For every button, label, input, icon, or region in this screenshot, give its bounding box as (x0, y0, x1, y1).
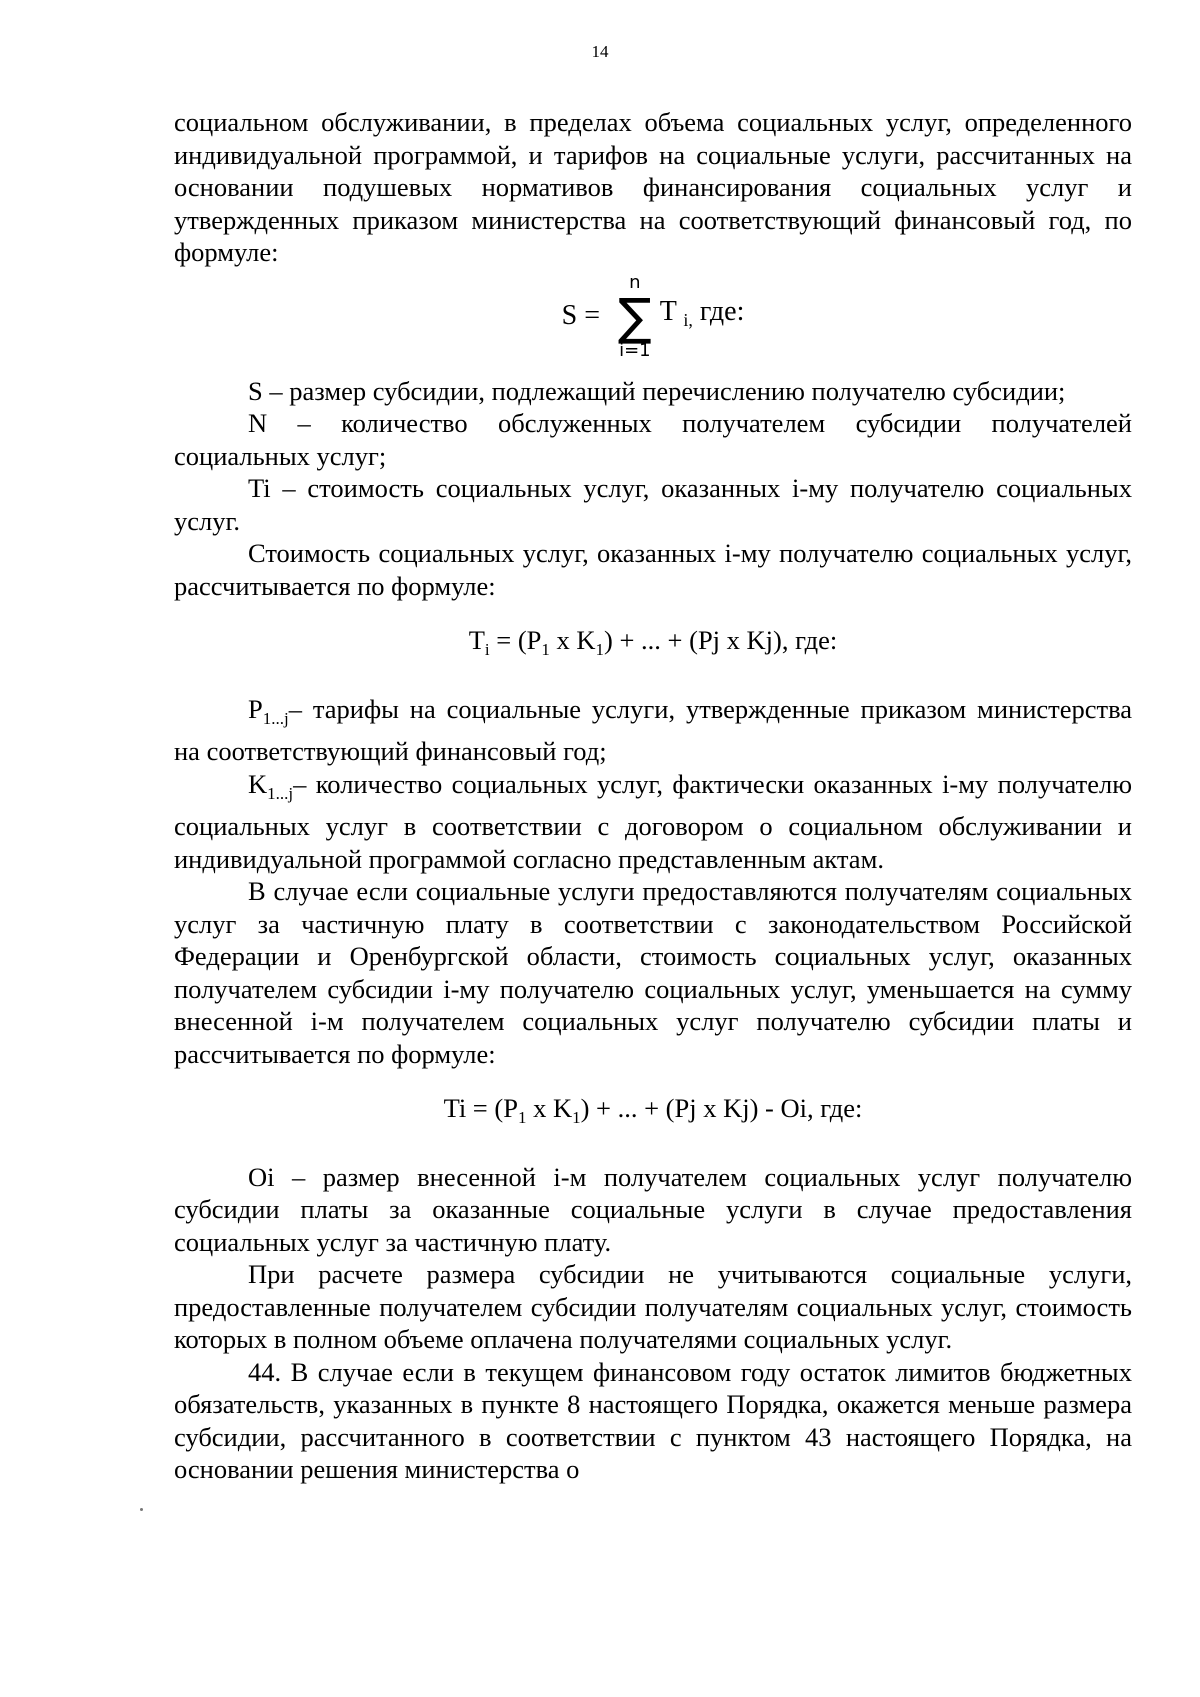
paragraph-44: 44. В случае если в текущем финансовом году остаток лимитов бюджетных обязательств, указанных в пункте 8 настоящего Порядка, окажется меньше размера субсидии, рассчитанного в соответствии с пунктом 43 настоящего Порядка, на основании решения министерства о (174, 1356, 1132, 1484)
paragraph-cost: Стоимость социальных услуг, оказанных i-му получателю социальных услуг, рассчитывается по формуле: (174, 538, 1132, 601)
definition-p: $P_{1...j}-$ тарифы на социальные услуги, утвержденные приказом министерства на соответствующий финансовый год; (174, 693, 1132, 766)
definition-s: S – размер субсидии, подлежащий перечислению получателю субсидии; (248, 375, 1066, 406)
page-number: 14 (591, 42, 609, 61)
sigma-symbol (618, 271, 652, 361)
definition-k: $K_{1...j}-$ количество социальных услуг, фактически оказанных i-му получателю социальных услуг в соответствии с договором о социальном обслуживании и индивидуальной программой согласно представленным актам. (174, 768, 1132, 874)
formula-sum-lhs: S = (561, 300, 600, 332)
formula-ti-oi: $Ti = (P_1$ x $K_1$) + ... + (Pj x Kj) - Oi, где: (443, 1093, 863, 1127)
sigma-upper-limit: n (629, 271, 641, 293)
formula-ti: $T_i = (P_1$ x $K_1$) + ... + (Pj x Kj), где: (468, 625, 838, 659)
definition-n: N – количество обслуженных получателем субсидии получателей социальных услуг; (174, 408, 1132, 471)
definition-oi: Oi – размер внесенной i-м получателем социальных услуг получателю субсидии платы за оказанные социальные услуги в случае предоставления социальных услуг за частичную плату. (174, 1161, 1132, 1257)
paragraph-intro: социальном обслуживании, в пределах объема социальных услуг, определенного индивидуальной программой, и тарифов на социальные услуги, рассчитанных на основании подушевых нормативов финансирования социальных услуг и утвержденных приказом министерства на соответствующий финансовый год, по формуле: (174, 107, 1132, 267)
scan-speck (140, 1508, 143, 1511)
definition-ti: Ti – стоимость социальных услуг, оказанных i-му получателю социальных услуг. (174, 473, 1132, 536)
sigma-glyph: ∑ (618, 287, 652, 346)
formula-sum-term: T $_{i,}$ где: (659, 296, 745, 331)
sigma-lower-limit: i=1 (619, 339, 651, 361)
document-body (174, 106, 1132, 1486)
paragraph-partial-payment: В случае если социальные услуги предоставляются получателям социальных услуг за частичную плату в соответствии с законодательством Российской Федерации и Оренбургской области, стоимость социальных услуг, оказанных получателем субсидии i-му получателю социальных услуг, уменьшается на сумму внесенной i-м получателем социальных услуг получателю субсидии платы и рассчитывается по формуле: (174, 876, 1132, 1069)
formula-sum (174, 269, 1132, 365)
paragraph-calculation: При расчете размера субсидии не учитываются социальные услуги, предоставленные получателем субсидии получателям социальных услуг, стоимость которых в полном объеме оплачена получателями социальных услуг. (174, 1259, 1132, 1354)
